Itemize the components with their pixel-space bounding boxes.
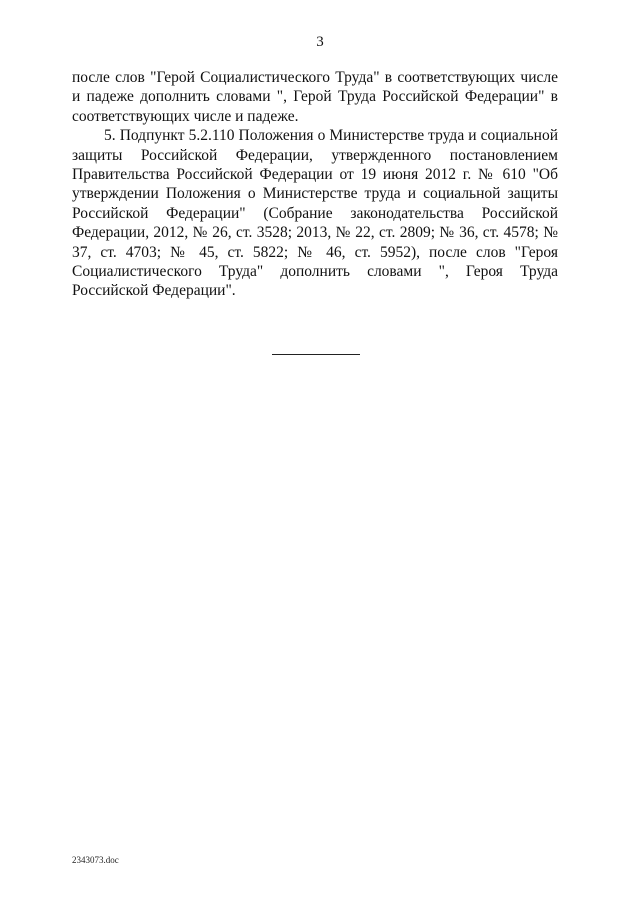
page-number: 3 (316, 34, 324, 50)
document-body (72, 68, 558, 301)
paragraph-item-5: 5. Подпункт 5.2.110 Положения о Министерстве труда и социальной защиты Российской Федерации, утвержденного постановлением Правительства Российской Федерации от 19 июня 2012 г. № 610 "Об утверждении Положения о Министерстве труда и социальной защиты Российской Федерации" (Собрание законодательства Российской Федерации, 2012, № 26, ст. 3528; 2013, № 22, ст. 2809; № 36, ст. 4578; № 37, ст. 4703; № 45, ст. 5822; № 46, ст. 5952), после слов "Героя Социалистического Труда" дополнить словами ", Героя Труда Российской Федерации". (72, 127, 558, 300)
footer-filename: 2343073.doc (72, 855, 119, 865)
end-separator-line (272, 354, 360, 355)
paragraph-continuation: после слов "Герой Социалистического Труда" в соответствующих числе и падеже дополнить словами ", Герой Труда Российской Федерации" в соответствующих числе и падеже. (72, 69, 558, 125)
